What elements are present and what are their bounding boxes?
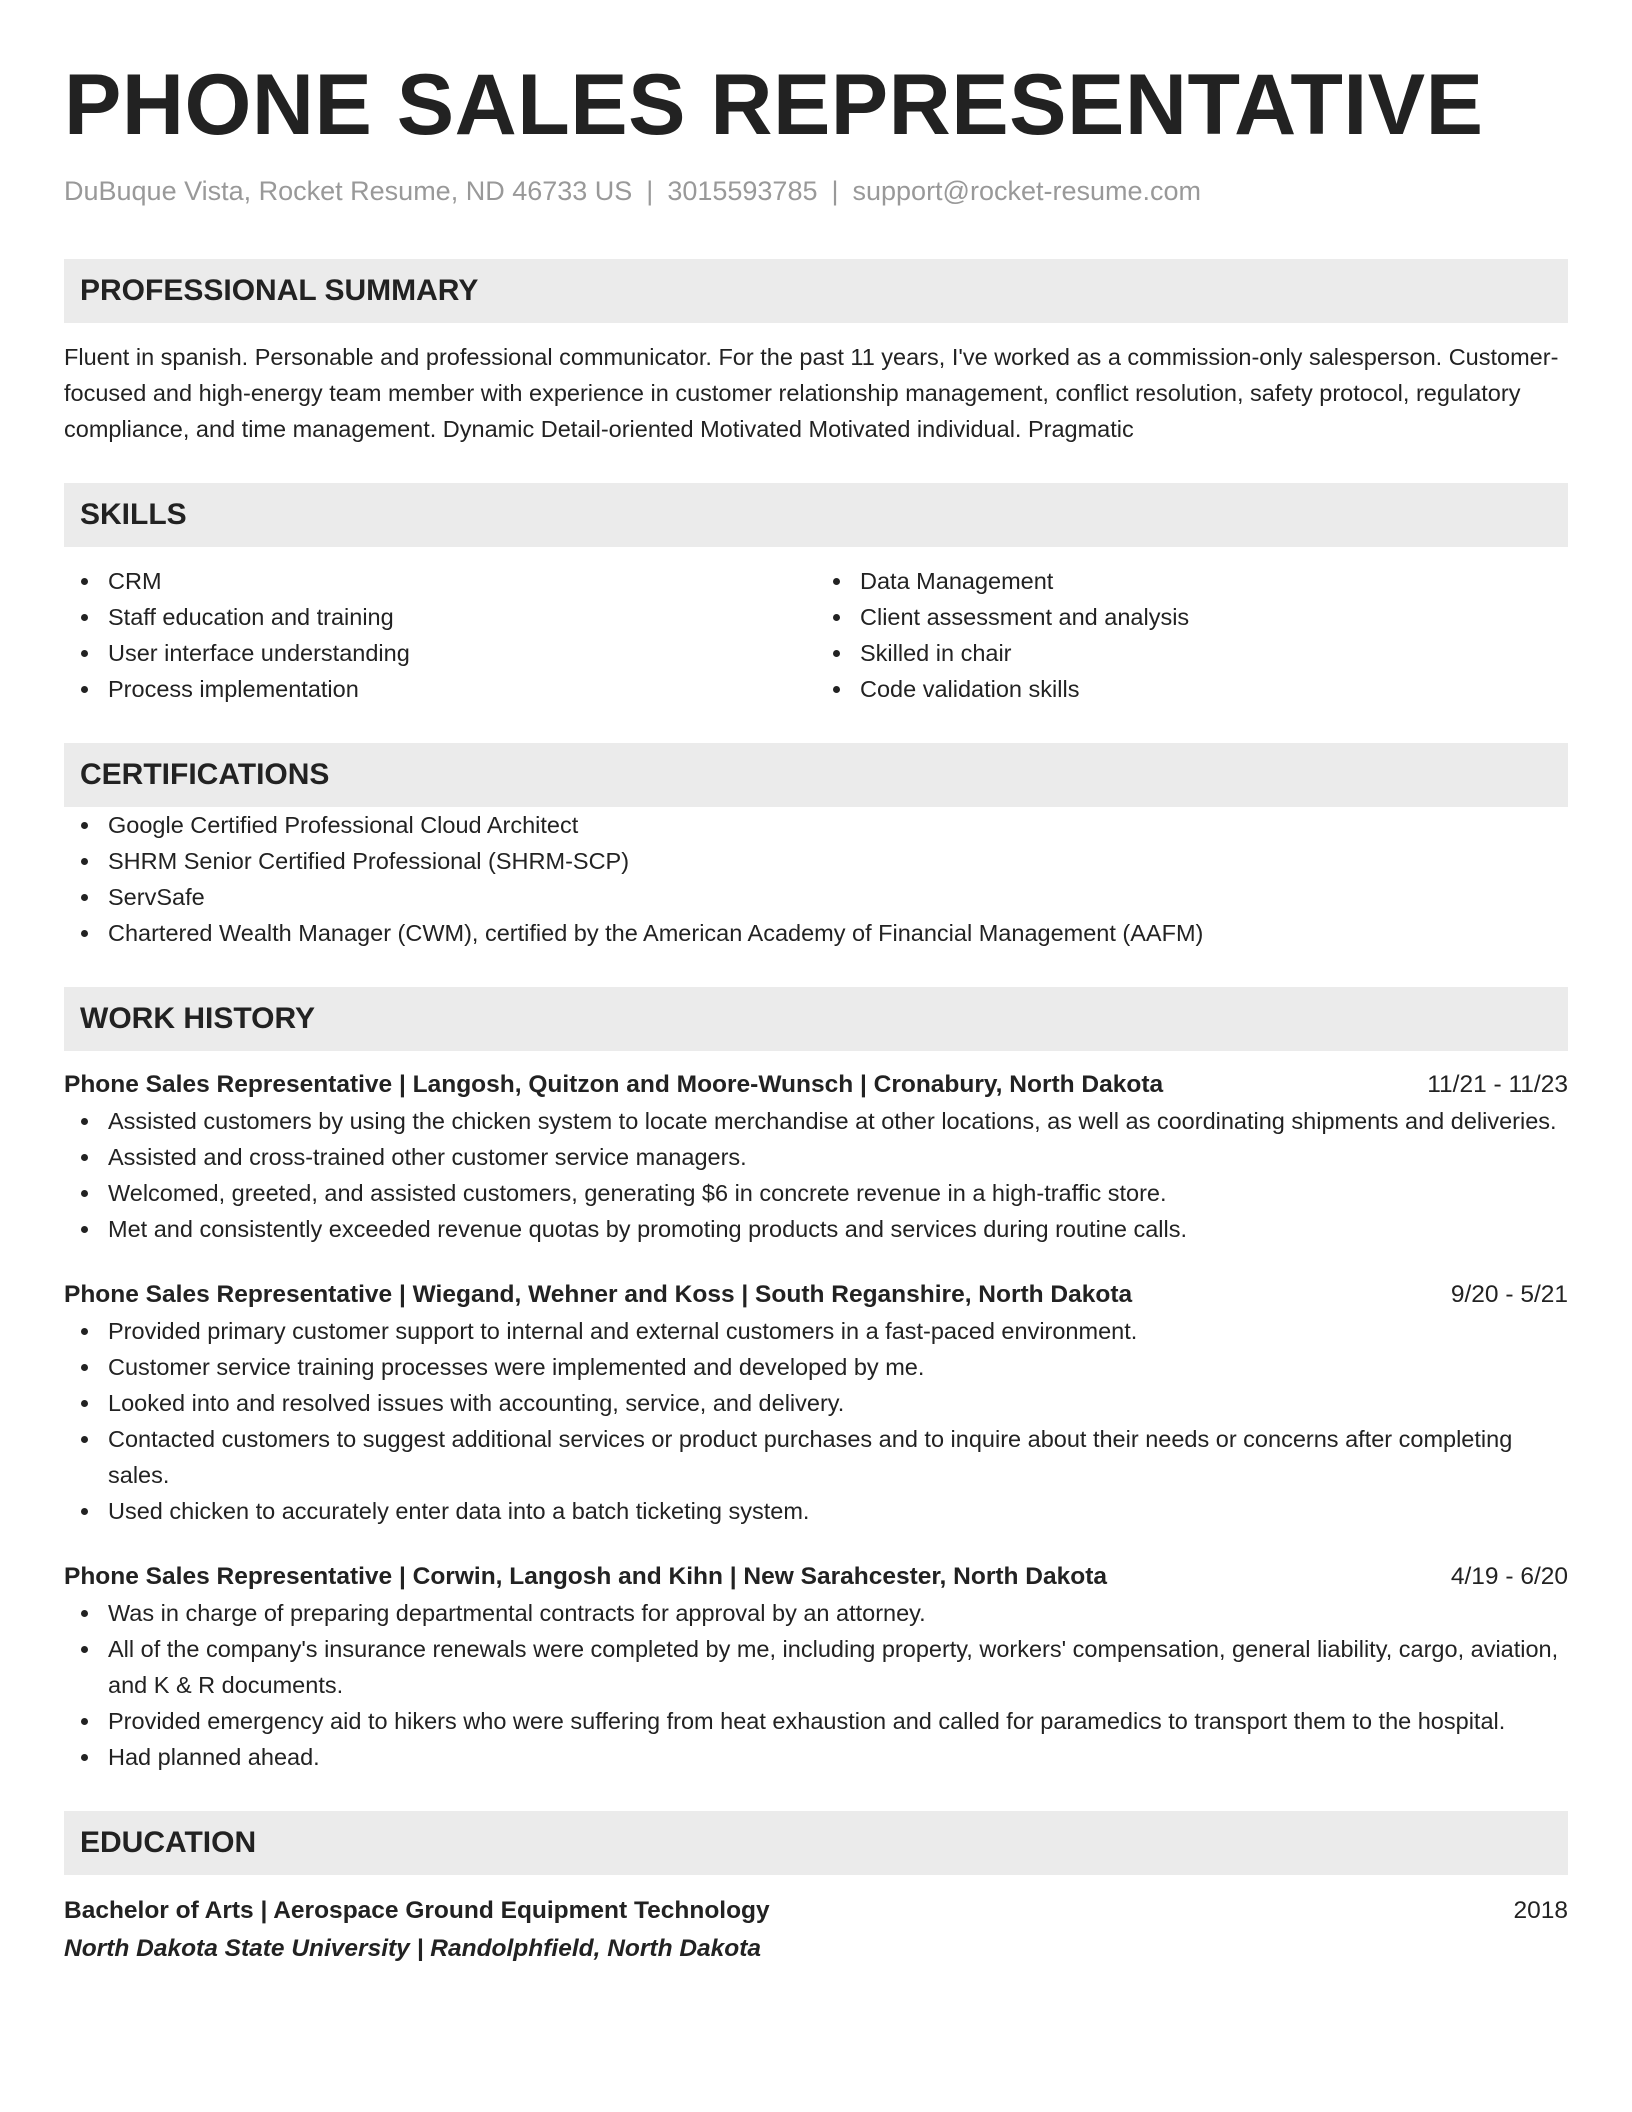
list-item: Provided emergency aid to hikers who were suffering from heat exhaustion and called for paramedics to transport them to the hospital. [108, 1703, 1568, 1739]
list-item: Used chicken to accurately enter data into a batch ticketing system. [108, 1493, 1568, 1529]
list-item: Client assessment and analysis [860, 599, 1568, 635]
summary-text: Fluent in spanish. Personable and professional communicator. For the past 11 years, I've worked as a commission-only salesperson. Customer-focused and high-energy team member with experience in customer relationship management, conflict resolution, safety protocol, regulatory compliance, and time management. Dynamic Detail-oriented Motivated Motivated individual. Pragmatic [64, 344, 1559, 442]
contact-separator: | [831, 176, 839, 206]
education-header [64, 1893, 1568, 1929]
list-item: Staff education and training [108, 599, 816, 635]
skills-grid [64, 563, 1568, 707]
list-item: ServSafe [108, 879, 1568, 915]
job-dates: 11/21 - 11/23 [1427, 1071, 1568, 1098]
summary-heading: PROFESSIONAL SUMMARY [64, 259, 1568, 323]
list-item: Skilled in chair [860, 635, 1568, 671]
job-bullets [64, 1313, 1568, 1529]
list-item: Looked into and resolved issues with accounting, service, and delivery. [108, 1385, 1568, 1421]
job-bullets [64, 1103, 1568, 1247]
education-school: North Dakota State University | Randolphfield, North Dakota [64, 1935, 762, 1962]
work-history-heading: WORK HISTORY [64, 987, 1568, 1051]
contact-phone: 3015593785 [667, 176, 818, 206]
list-item: Assisted and cross-trained other customer service managers. [108, 1139, 1568, 1175]
education-degree: Bachelor of Arts | Aerospace Ground Equipment Technology [64, 1897, 770, 1924]
list-item: Was in charge of preparing departmental contracts for approval by an attorney. [108, 1595, 1568, 1631]
job-dates: 9/20 - 5/21 [1450, 1281, 1568, 1308]
job-title: Phone Sales Representative | Wiegand, Wehner and Koss | South Reganshire, North Dakota [64, 1281, 1133, 1308]
contact-email: support@rocket-resume.com [852, 176, 1202, 206]
list-item: User interface understanding [108, 635, 816, 671]
certifications-heading: CERTIFICATIONS [64, 743, 1568, 807]
list-item: Provided primary customer support to internal and external customers in a fast-paced environment. [108, 1313, 1568, 1349]
job-header [64, 1277, 1568, 1313]
list-item: SHRM Senior Certified Professional (SHRM-SCP) [108, 843, 1568, 879]
list-item: Customer service training processes were implemented and developed by me. [108, 1349, 1568, 1385]
list-item: Welcomed, greeted, and assisted customers, generating $6 in concrete revenue in a high-traffic store. [108, 1175, 1568, 1211]
list-item: CRM [108, 563, 816, 599]
list-item: Met and consistently exceeded revenue quotas by promoting products and services during routine calls. [108, 1211, 1568, 1247]
list-item: All of the company's insurance renewals were completed by me, including property, workers' compensation, general liability, cargo, aviation, and K & R documents. [108, 1631, 1568, 1703]
skills-heading: SKILLS [64, 483, 1568, 547]
list-item: Chartered Wealth Manager (CWM), certified by the American Academy of Financial Management (AAFM) [108, 915, 1568, 951]
job-header [64, 1559, 1568, 1595]
skills-list-left [64, 563, 816, 707]
certifications-list [64, 807, 1568, 951]
job-bullets [64, 1595, 1568, 1775]
job-title: Phone Sales Representative | Corwin, Langosh and Kihn | New Sarahcester, North Dakota [64, 1563, 1107, 1590]
list-item: Assisted customers by using the chicken system to locate merchandise at other locations, as well as coordinating shipments and deliveries. [108, 1103, 1568, 1139]
skills-list-right [816, 563, 1568, 707]
list-item: Google Certified Professional Cloud Architect [108, 807, 1568, 843]
list-item: Process implementation [108, 671, 816, 707]
list-item: Contacted customers to suggest additional services or product purchases and to inquire about their needs or concerns after completing sales. [108, 1421, 1568, 1493]
job-header [64, 1067, 1568, 1103]
contact-address: DuBuque Vista, Rocket Resume, ND 46733 US [64, 176, 633, 206]
education-heading: EDUCATION [64, 1811, 1568, 1875]
job-dates: 4/19 - 6/20 [1450, 1563, 1568, 1590]
education-year: 2018 [1513, 1897, 1568, 1924]
candidate-name: PHONE SALES REPRESENTATIVE [64, 57, 1484, 153]
list-item: Data Management [860, 563, 1568, 599]
job-title: Phone Sales Representative | Langosh, Quitzon and Moore-Wunsch | Cronabury, North Dakota [64, 1071, 1164, 1098]
list-item: Had planned ahead. [108, 1739, 1568, 1775]
list-item: Code validation skills [860, 671, 1568, 707]
contact-separator: | [646, 176, 654, 206]
contact-line [64, 173, 1568, 209]
